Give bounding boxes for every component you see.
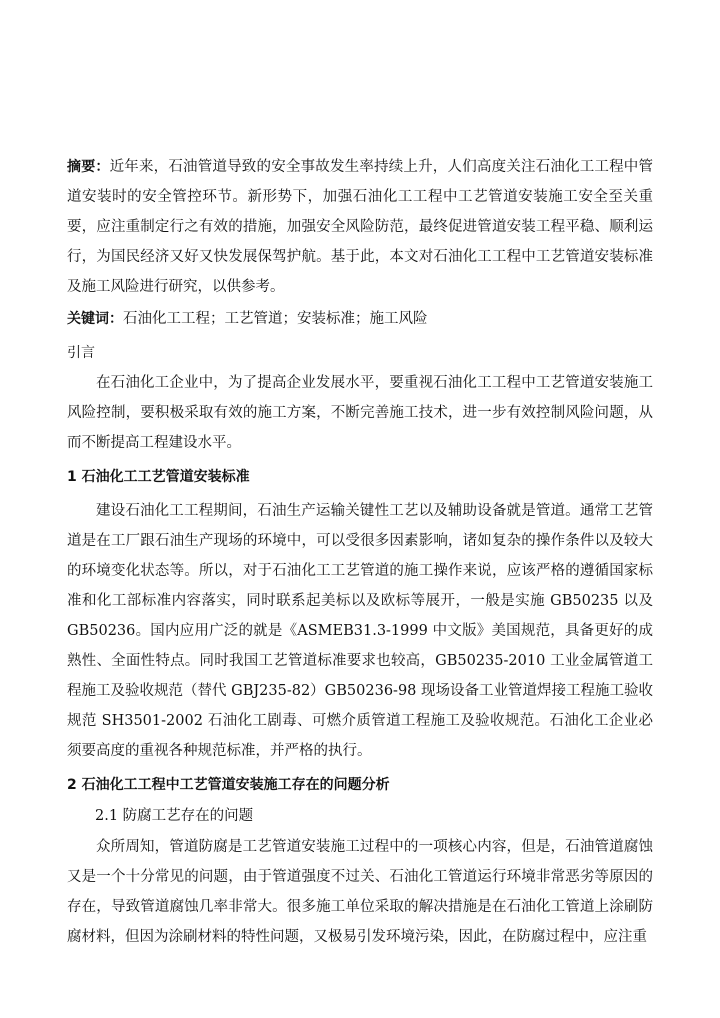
section2-1-heading: 2.1 防腐工艺存在的问题 (95, 808, 254, 824)
section1-paragraph: 建设石油化工工程期间，石油生产运输关键性工艺以及辅助设备就是管道。通常工艺管道是在工厂跟石油生产现场的环境中，可以受很多因素影响，诸如复杂的操作条件以及较大的环境变化状态等。所以，对于石油化工工艺管道的施工操作来说，应该严格的遵循国家标准和化工部标准内容落实，同时联系起美标以及欧标等展开，一般是实施 GB50235 以及 GB50236。国内应用广泛的就是《ASMEB31.3-1999 中文版》美国规范，具备更好的成熟性、全面性特点。同时我国工艺管道标准要求也较高，GB50235-2010 工业金属管道工程施工及验收规范（替代 GBJ235-82）GB50236-98 现场设备工业管道焊接工程施工验收规范 SH3501-2002 石油化工剧毒、可燃介质管道工程施工及验收规范。石油化工企业必须要高度的重视各种规范标准，并严格的执行。 (67, 503, 654, 759)
document-page (67, 152, 653, 952)
intro-paragraph: 在石油化工企业中，为了提高企业发展水平，要重视石油化工工程中工艺管道安装施工风险控制，要积极采取有效的施工方案，不断完善施工技术，进一步有效控制风险问题，从而不断提高工程建设水平。 (67, 375, 653, 451)
keywords-paragraph (67, 304, 653, 334)
abstract-label: 摘要： (67, 159, 110, 175)
intro-heading: 引言 (67, 345, 95, 361)
section2-1-paragraph: 众所周知，管道防腐是工艺管道安装施工过程中的一项核心内容，但是，石油管道腐蚀又是一个十分常见的问题，由于管道强度不过关、石油化工管道运行环境非常恶劣等原因的存在，导致管道腐蚀几率非常大。很多施工单位采取的解决措施是在石油化工管道上涂刷防腐材料，但因为涂刷材料的特性问题，又极易引发环境污染，因此，在防腐过程中，应注重 (67, 839, 653, 945)
abstract-text: 近年来，石油管道导致的安全事故发生率持续上升，人们高度关注石油化工工程中管道安装时的安全管控环节。新形势下，加强石油化工工程中工艺管道安装施工安全至关重要，应注重制定行之有效的措施，加强安全风险防范，最终促进管道安装工程平稳、顺利运行，为国民经济又好又快发展保驾护航。基于此，本文对石油化工工程中工艺管道安装标准及施工风险进行研究，以供参考。 (67, 159, 653, 295)
abstract-paragraph (67, 152, 653, 302)
keywords-label: 关键词： (67, 311, 123, 327)
section2-heading: 2 石油化工工程中工艺管道安装施工存在的问题分析 (67, 777, 390, 793)
section1-heading: 1 石油化工工艺管道安装标准 (67, 469, 250, 485)
keywords-text: 石油化工工程；工艺管道；安装标准；施工风险 (123, 311, 428, 327)
